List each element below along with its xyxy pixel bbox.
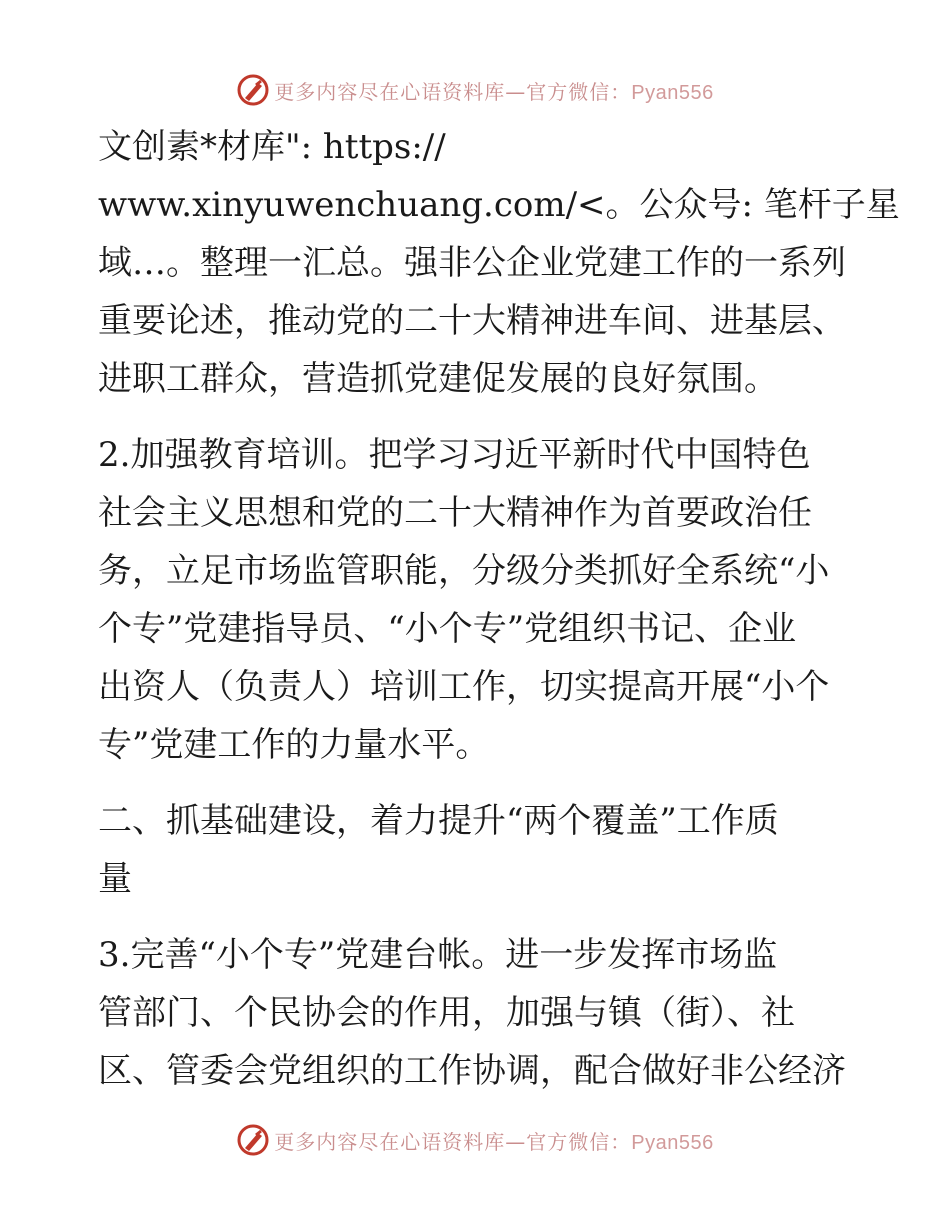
pen-logo-icon (236, 73, 270, 107)
text-line: www.xinyuwenchuang.com/<。公众号: 笔杆子星 (98, 185, 900, 225)
watermark-label: 更多内容尽在心语资料库—官方微信： (274, 1129, 632, 1154)
watermark-banner-bottom (0, 1120, 950, 1160)
watermark-label: 更多内容尽在心语资料库—官方微信： (274, 79, 632, 104)
text-line: 域…。整理一汇总。强非公企业党建工作的一系列 (98, 243, 846, 283)
text-line: 区、管委会党组织的工作协调，配合做好非公经济 (98, 1051, 846, 1091)
document-body (98, 118, 900, 1100)
text-line: 管部门、个民协会的作用，加强与镇（街）、社 (98, 993, 795, 1033)
pen-logo-icon (236, 1123, 270, 1157)
heading-line: 量 (98, 859, 132, 899)
watermark-text (274, 1126, 713, 1155)
text-line: 重要论述，推动党的二十大精神进车间、进基层、 (98, 301, 846, 341)
wechat-id: Pyan556 (631, 81, 714, 104)
text-line: 社会主义思想和党的二十大精神作为首要政治任 (98, 493, 812, 533)
paragraph-3 (98, 926, 858, 1100)
watermark-banner-top (0, 70, 950, 110)
heading-line: 二、抓基础建设，着力提升“两个覆盖”工作质 (98, 801, 779, 841)
text-line: 2.加强教育培训。把学习习近平新时代中国特色 (98, 435, 811, 475)
watermark-text (274, 76, 713, 105)
text-line: 出资人（负责人）培训工作，切实提高开展“小个 (98, 667, 830, 707)
text-line: 3.完善“小个专”党建台帐。进一步发挥市场监 (98, 935, 778, 975)
section-heading-2 (98, 792, 858, 908)
text-line: 专”党建工作的力量水平。 (98, 725, 490, 765)
paragraph-1 (98, 118, 900, 408)
text-line: 务，立足市场监管职能，分级分类抓好全系统“小 (98, 551, 830, 591)
text-line: 个专”党建指导员、“小个专”党组织书记、企业 (98, 609, 797, 649)
wechat-id: Pyan556 (631, 1131, 714, 1154)
paragraph-2 (98, 426, 858, 774)
text-line: 文创素*材库": https:// (98, 127, 446, 167)
text-line: 进职工群众，营造抓党建促发展的良好氛围。 (98, 359, 778, 399)
